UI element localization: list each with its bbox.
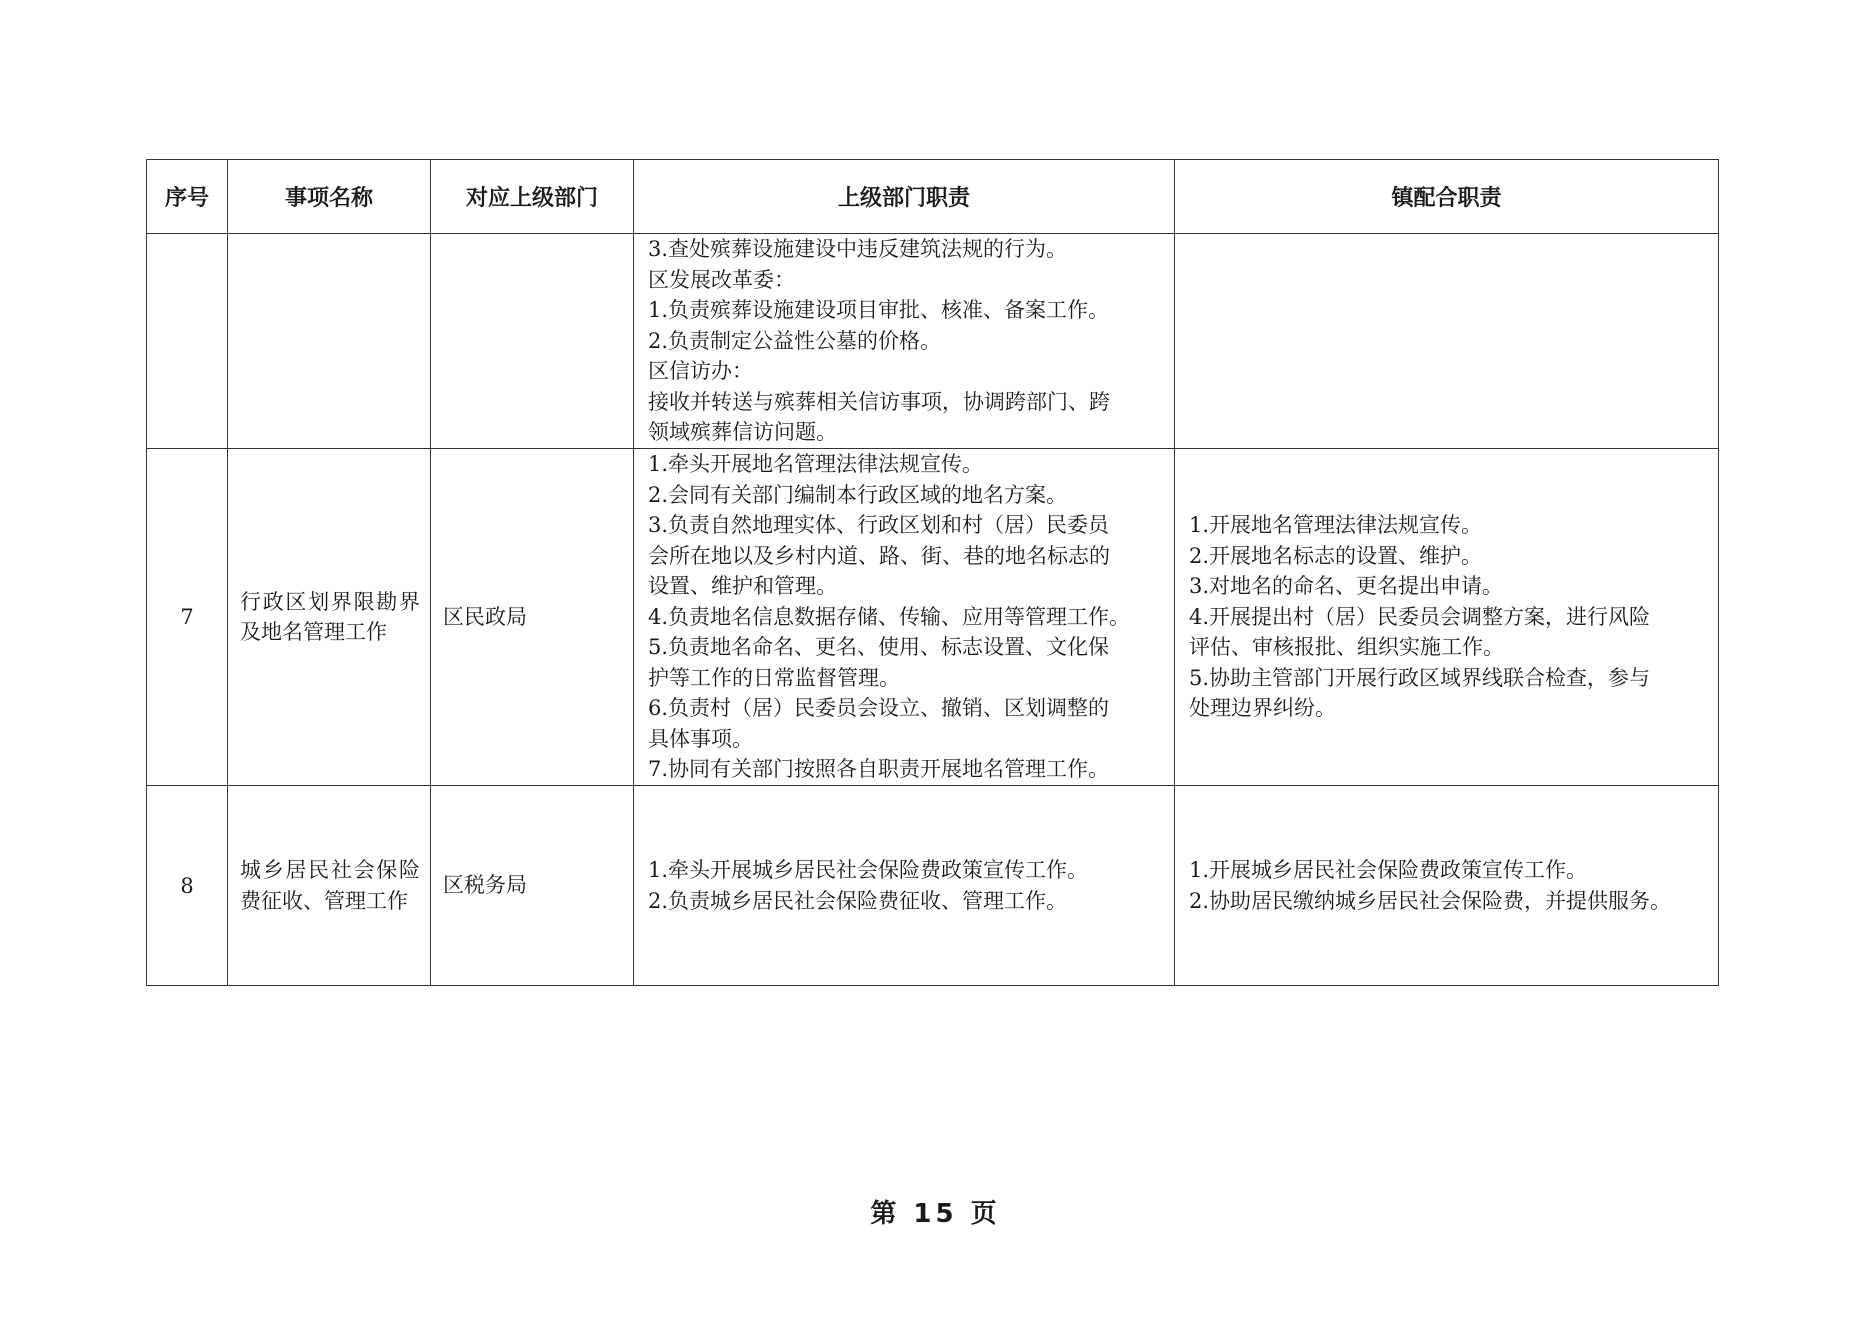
duty-line: 2.负责制定公益性公墓的价格。 bbox=[648, 328, 942, 353]
duty-line: 1.开展城乡居民社会保险费政策宣传工作。 bbox=[1189, 858, 1588, 882]
duty-line: 5.协助主管部门开展行政区域界线联合检查，参与 bbox=[1189, 665, 1651, 690]
duty-line: 设置、维护和管理。 bbox=[648, 574, 837, 599]
duty-line: 1.牵头开展地名管理法律法规宣传。 bbox=[648, 452, 984, 477]
duty-line: 评估、审核报批、组织实施工作。 bbox=[1189, 635, 1504, 660]
duty-line: 1.牵头开展城乡居民社会保险费政策宣传工作。 bbox=[648, 858, 1089, 882]
duty-table bbox=[146, 159, 1719, 986]
duty-line: 3.负责自然地理实体、行政区划和村（居）民委员 bbox=[648, 513, 1110, 538]
header-item-name: 事项名称 bbox=[228, 160, 431, 234]
duty-line: 处理边界纠纷。 bbox=[1189, 696, 1336, 721]
duty-line: 3.对地名的命名、更名提出申请。 bbox=[1189, 574, 1504, 599]
duty-line: 区信访办： bbox=[648, 359, 753, 384]
upper-duties-cell bbox=[634, 234, 1175, 449]
town-duties-cell bbox=[1175, 786, 1719, 986]
item-name-cell bbox=[228, 786, 431, 986]
duty-line: 2.协助居民缴纳城乡居民社会保险费，并提供服务。 bbox=[1189, 888, 1672, 913]
upper-dept-cell: 区税务局 bbox=[431, 786, 634, 986]
duty-line: 会所在地以及乡村内道、路、街、巷的地名标志的 bbox=[648, 543, 1110, 568]
duty-line: 护等工作的日常监督管理。 bbox=[648, 665, 900, 690]
item-name-cell bbox=[228, 234, 431, 449]
duty-line: 4.负责地名信息数据存储、传输、应用等管理工作。 bbox=[648, 604, 1131, 629]
table-row bbox=[147, 786, 1719, 986]
upper-dept-cell: 区民政局 bbox=[431, 449, 634, 786]
header-row bbox=[147, 160, 1719, 234]
table-row bbox=[147, 449, 1719, 786]
duty-line: 2.会同有关部门编制本行政区域的地名方案。 bbox=[648, 482, 1068, 507]
duty-line: 1.负责殡葬设施建设项目审批、核准、备案工作。 bbox=[648, 298, 1110, 323]
duty-line: 4.开展提出村（居）民委员会调整方案，进行风险 bbox=[1189, 604, 1651, 629]
duty-line: 领域殡葬信访问题。 bbox=[648, 420, 837, 445]
upper-dept-cell bbox=[431, 234, 634, 449]
header-town-duties: 镇配合职责 bbox=[1175, 160, 1719, 234]
serial-cell: 8 bbox=[147, 786, 228, 986]
duty-line: 1.开展地名管理法律法规宣传。 bbox=[1189, 513, 1483, 538]
serial-cell bbox=[147, 234, 228, 449]
header-upper-dept: 对应上级部门 bbox=[431, 160, 634, 234]
duty-line: 5.负责地名命名、更名、使用、标志设置、文化保 bbox=[648, 635, 1110, 660]
table-row bbox=[147, 234, 1719, 449]
duty-line: 2.开展地名标志的设置、维护。 bbox=[1189, 543, 1483, 568]
duty-line: 区发展改革委： bbox=[648, 267, 795, 292]
town-duties-cell bbox=[1175, 449, 1719, 786]
upper-duties-cell bbox=[634, 449, 1175, 786]
header-upper-duties: 上级部门职责 bbox=[634, 160, 1175, 234]
serial-cell: 7 bbox=[147, 449, 228, 786]
duty-line: 具体事项。 bbox=[648, 726, 753, 751]
item-name-text: 行政区划界限勘界及地名管理工作 bbox=[240, 589, 420, 644]
duty-line: 6.负责村（居）民委员会设立、撤销、区划调整的 bbox=[648, 696, 1110, 721]
town-duties-cell bbox=[1175, 234, 1719, 449]
duty-line: 接收并转送与殡葬相关信访事项，协调跨部门、跨 bbox=[648, 389, 1110, 414]
upper-duties-cell bbox=[634, 786, 1175, 986]
duty-line: 2.负责城乡居民社会保险费征收、管理工作。 bbox=[648, 888, 1068, 913]
duty-line: 7.协同有关部门按照各自职责开展地名管理工作。 bbox=[648, 757, 1110, 782]
header-serial: 序号 bbox=[147, 160, 228, 234]
item-name-cell bbox=[228, 449, 431, 786]
page-number: 第 15 页 bbox=[870, 1199, 1001, 1229]
item-name-text: 城乡居民社会保险费征收、管理工作 bbox=[240, 858, 420, 913]
duty-line: 3.查处殡葬设施建设中违反建筑法规的行为。 bbox=[648, 237, 1068, 262]
